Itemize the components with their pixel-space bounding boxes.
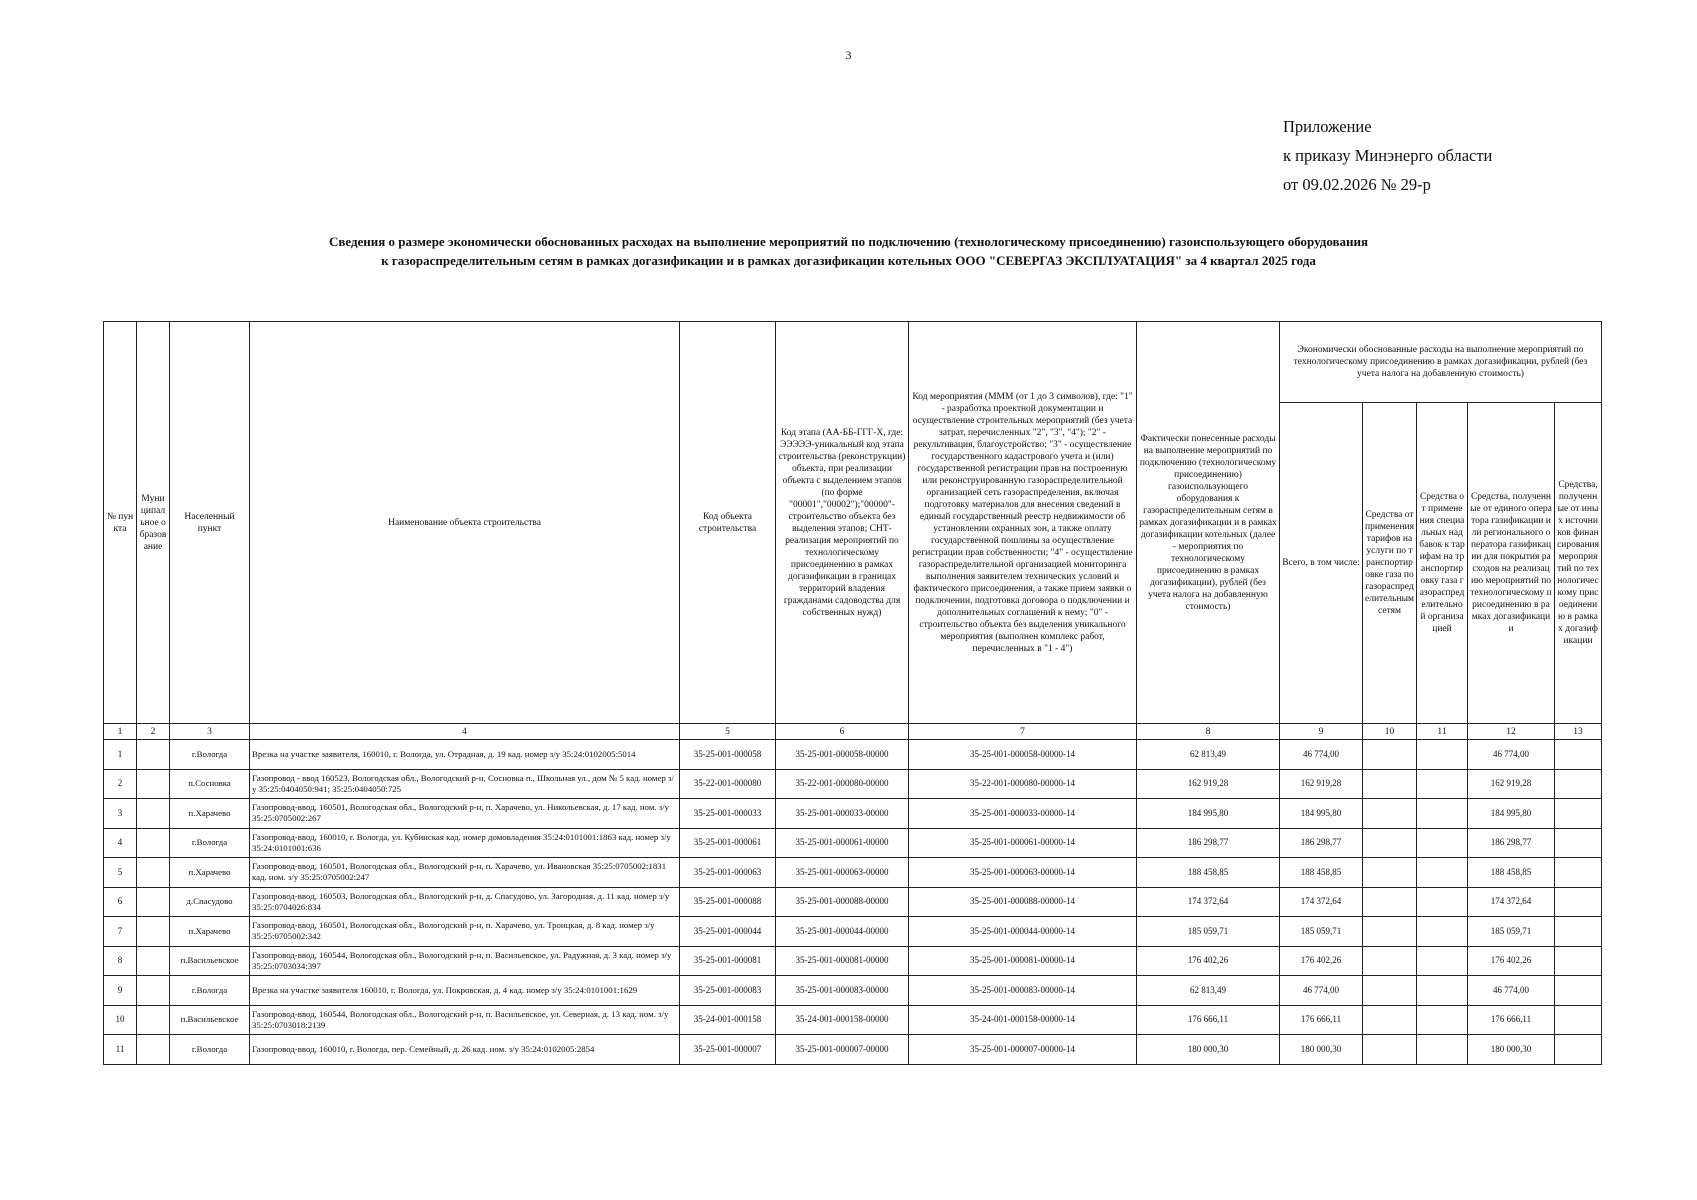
cell-allowance-funds <box>1417 1005 1468 1035</box>
cell-locality: п.Харачево <box>170 799 250 829</box>
cell-item-number: 4 <box>104 828 137 858</box>
cell-object-name: Газопровод-ввод, 160503, Вологодская обл., Вологодский р-н, д. Спасудово, ул. Загородная, д. 11 кад. номер з/у 35:25:0704026:834 <box>250 887 680 917</box>
cell-tariff-funds <box>1363 769 1417 799</box>
cell-stage-code: 35-25-001-000088-00000 <box>776 887 909 917</box>
cell-object-name: Газопровод-ввод, 160544, Вологодская обл., Вологодский р-н, п. Васильевское, ул. Северная, д. 13 кад. ном. з/у 35:25:0703018:2139 <box>250 1005 680 1035</box>
cell-actual-expenses: 185 059,71 <box>1137 917 1280 947</box>
cell-other-funds <box>1555 946 1602 976</box>
cell-object-name: Врезка на участке заявителя 160010, г. Вологда, ул. Покровская, д. 4 кад. номер з/у 35:24:0101001:1629 <box>250 976 680 1006</box>
cell-locality: г.Вологда <box>170 740 250 770</box>
cell-tariff-funds <box>1363 946 1417 976</box>
expenses-table <box>103 321 1602 1065</box>
column-numbers-row <box>104 724 1602 740</box>
cell-actual-expenses: 176 666,11 <box>1137 1005 1280 1035</box>
cell-locality: г.Вологда <box>170 828 250 858</box>
cell-stage-code: 35-25-001-000061-00000 <box>776 828 909 858</box>
appendix-order-ref: к приказу Минэнерго области <box>1283 146 1493 165</box>
cell-object-code: 35-25-001-000061 <box>680 828 776 858</box>
cell-other-funds <box>1555 769 1602 799</box>
header-municipality: Муниципальное образование <box>137 322 170 724</box>
header-locality: Населенный пункт <box>170 322 250 724</box>
cell-municipality <box>137 887 170 917</box>
cell-other-funds <box>1555 976 1602 1006</box>
column-number: 7 <box>909 724 1137 740</box>
cell-object-code: 35-25-001-000083 <box>680 976 776 1006</box>
cell-activity-code: 35-25-001-000063-00000-14 <box>909 858 1137 888</box>
cell-other-funds <box>1555 828 1602 858</box>
cell-object-name: Газопровод-ввод, 160010, г. Вологда, ул. Кубинская кад. номер домовладения 35:24:0101001:1863 кад. номер з/у 35:24:0101001:636 <box>250 828 680 858</box>
cell-actual-expenses: 162 919,28 <box>1137 769 1280 799</box>
cell-object-code: 35-25-001-000063 <box>680 858 776 888</box>
cell-operator-funds: 46 774,00 <box>1468 976 1555 1006</box>
cell-locality: п.Сосновка <box>170 769 250 799</box>
cell-municipality <box>137 858 170 888</box>
cell-operator-funds: 185 059,71 <box>1468 917 1555 947</box>
cell-item-number: 9 <box>104 976 137 1006</box>
cell-activity-code: 35-25-001-000061-00000-14 <box>909 828 1137 858</box>
cell-allowance-funds <box>1417 917 1468 947</box>
cell-stage-code: 35-25-001-000033-00000 <box>776 799 909 829</box>
cell-tariff-funds <box>1363 799 1417 829</box>
column-number: 10 <box>1363 724 1417 740</box>
cell-tariff-funds <box>1363 858 1417 888</box>
title-line-1: Сведения о размере экономически обоснованных расходах на выполнение мероприятий по подключению (технологическому присоединению) газоиспользующего оборудования <box>328 234 1369 249</box>
cell-operator-funds: 188 458,85 <box>1468 858 1555 888</box>
cell-stage-code: 35-24-001-000158-00000 <box>776 1005 909 1035</box>
header-justified-expenses-group: Экономически обоснованные расходы на выполнение мероприятий по технологическому присоединению в рамках догазификации, рублей (без учета налога на добавленную стоимость) <box>1280 322 1602 403</box>
appendix-order-date: от 09.02.2026 № 29-р <box>1283 175 1431 194</box>
cell-other-funds <box>1555 858 1602 888</box>
cell-activity-code: 35-25-001-000081-00000-14 <box>909 946 1137 976</box>
cell-allowance-funds <box>1417 976 1468 1006</box>
cell-stage-code: 35-25-001-000063-00000 <box>776 858 909 888</box>
cell-operator-funds: 46 774,00 <box>1468 740 1555 770</box>
cell-other-funds <box>1555 917 1602 947</box>
cell-other-funds <box>1555 740 1602 770</box>
cell-locality: г.Вологда <box>170 976 250 1006</box>
cell-locality: г.Вологда <box>170 1035 250 1065</box>
cell-item-number: 1 <box>104 740 137 770</box>
column-number: 12 <box>1468 724 1555 740</box>
cell-item-number: 3 <box>104 799 137 829</box>
column-number: 6 <box>776 724 909 740</box>
table-row <box>104 769 1602 799</box>
table-row <box>104 740 1602 770</box>
cell-tariff-funds <box>1363 828 1417 858</box>
page-number: 3 <box>845 48 852 62</box>
cell-allowance-funds <box>1417 740 1468 770</box>
cell-object-code: 35-25-001-000007 <box>680 1035 776 1065</box>
table-row <box>104 946 1602 976</box>
cell-total: 174 372,64 <box>1280 887 1363 917</box>
cell-object-code: 35-22-001-000080 <box>680 769 776 799</box>
cell-total: 176 666,11 <box>1280 1005 1363 1035</box>
cell-object-code: 35-25-001-000044 <box>680 917 776 947</box>
cell-activity-code: 35-24-001-000158-00000-14 <box>909 1005 1137 1035</box>
cell-operator-funds: 176 402,26 <box>1468 946 1555 976</box>
cell-operator-funds: 186 298,77 <box>1468 828 1555 858</box>
cell-activity-code: 35-25-001-000088-00000-14 <box>909 887 1137 917</box>
cell-allowance-funds <box>1417 828 1468 858</box>
cell-total: 46 774,00 <box>1280 740 1363 770</box>
cell-municipality <box>137 769 170 799</box>
cell-total: 184 995,80 <box>1280 799 1363 829</box>
cell-municipality <box>137 1005 170 1035</box>
table-row <box>104 1035 1602 1065</box>
cell-stage-code: 35-25-001-000044-00000 <box>776 917 909 947</box>
cell-actual-expenses: 186 298,77 <box>1137 828 1280 858</box>
column-number: 3 <box>170 724 250 740</box>
cell-tariff-funds <box>1363 887 1417 917</box>
document-title <box>200 232 1497 270</box>
cell-locality: п.Васильевское <box>170 946 250 976</box>
cell-other-funds <box>1555 1005 1602 1035</box>
table-row <box>104 976 1602 1006</box>
cell-operator-funds: 184 995,80 <box>1468 799 1555 829</box>
column-number: 9 <box>1280 724 1363 740</box>
cell-object-code: 35-25-001-000081 <box>680 946 776 976</box>
cell-actual-expenses: 180 000,30 <box>1137 1035 1280 1065</box>
column-number: 4 <box>250 724 680 740</box>
cell-item-number: 7 <box>104 917 137 947</box>
cell-municipality <box>137 917 170 947</box>
cell-item-number: 11 <box>104 1035 137 1065</box>
cell-item-number: 2 <box>104 769 137 799</box>
title-line-2: к газораспределительным сетям в рамках догазификации и в рамках догазификации котельных ООО "СЕВЕРГАЗ ЭКСПЛУАТАЦИЯ" за 4 квартал 2025 года <box>381 253 1316 268</box>
header-activity-code: Код мероприятия (МММ (от 1 до 3 символов), где: "1" - разработка проектной документации и осуществление строительных мероприятий (без учета затрат, перечисленных "2", "3", "4"); "2" - рекультивация, благоустройство; "3" - осуществление государственного кадастрового учета и (или) государственной регистрации прав на построенную или реконструированную газораспределительной организацией сеть газораспределения, включая подготовку материалов для внесения сведений в единый государственный реестр недвижимости об установлении охранных зон, а также оплату государственной пошлины за осуществление регистрации прав собственности; "4" - осуществление газораспределительной организацией мониторинга выполнения заявителем технических условий и фактического присоединения, а также прием заявки о подключении, подготовка договора о подключении и дополнительных соглашений к нему; "0" - строительство объекта без выделения уникального мероприятия (выполнен комплекс работ, перечисленных в "1 - 4") <box>909 322 1137 724</box>
cell-total: 180 000,30 <box>1280 1035 1363 1065</box>
cell-object-name: Газопровод-ввод, 160501, Вологодская обл., Вологодский р-н, п. Харачево, ул. Ивановская 35:25:0705002:1831 кад. ном. з/у 35:25:0705002:247 <box>250 858 680 888</box>
cell-operator-funds: 174 372,64 <box>1468 887 1555 917</box>
table-body <box>104 740 1602 1065</box>
cell-actual-expenses: 184 995,80 <box>1137 799 1280 829</box>
cell-stage-code: 35-25-001-000058-00000 <box>776 740 909 770</box>
cell-municipality <box>137 1035 170 1065</box>
cell-allowance-funds <box>1417 887 1468 917</box>
header-object-name: Наименование объекта строительства <box>250 322 680 724</box>
cell-item-number: 8 <box>104 946 137 976</box>
cell-municipality <box>137 976 170 1006</box>
cell-activity-code: 35-25-001-000058-00000-14 <box>909 740 1137 770</box>
cell-actual-expenses: 188 458,85 <box>1137 858 1280 888</box>
header-actual-expenses: Фактически понесенные расходы на выполнение мероприятий по подключению (технологическому присоединению) газоиспользующего оборудования к газораспределительным сетям в рамках догазификации и в рамках догазификации котельных (далее - мероприятия по технологическому присоединению в рамках догазификации), рублей (без учета налога на добавленную стоимость) <box>1137 322 1280 724</box>
table-row <box>104 799 1602 829</box>
cell-object-name: Газопровод-ввод, 160501, Вологодская обл., Вологодский р-н, п. Харачево, ул. Троицкая, д. 8 кад. номер з/у 35:25:0705002:342 <box>250 917 680 947</box>
cell-actual-expenses: 176 402,26 <box>1137 946 1280 976</box>
cell-object-name: Газопровод-ввод, 160544, Вологодская обл., Вологодский р-н, п. Васильевское, ул. Радужная, д. 3 кад. номер з/у 35:25:0703034:397 <box>250 946 680 976</box>
cell-other-funds <box>1555 1035 1602 1065</box>
column-number: 8 <box>1137 724 1280 740</box>
cell-object-name: Газопровод-ввод, 160010, г. Вологда, пер. Семейный, д. 26 кад. ном. з/у 35:24:0102005:2854 <box>250 1035 680 1065</box>
header-other-funds: Средства, полученные от иных источников финансирования мероприятий по технологическому присоединению в рамках догазификации <box>1555 403 1602 724</box>
header-allowance-funds: Средства от применения специальных надбавок к тарифам на транспортировку газа газораспределительной организацией <box>1417 403 1468 724</box>
cell-stage-code: 35-25-001-000083-00000 <box>776 976 909 1006</box>
cell-municipality <box>137 946 170 976</box>
cell-actual-expenses: 62 813,49 <box>1137 740 1280 770</box>
header-tariff-funds: Средства от применения тарифов на услуги по транспортировке газа по газораспределительным сетям <box>1363 403 1417 724</box>
cell-total: 186 298,77 <box>1280 828 1363 858</box>
cell-tariff-funds <box>1363 740 1417 770</box>
cell-object-name: Газопровод-ввод, 160501, Вологодская обл., Вологодский р-н, п. Харачево, ул. Никольевская, д. 17 кад. ном. з/у 35:25:0705002:267 <box>250 799 680 829</box>
cell-activity-code: 35-25-001-000044-00000-14 <box>909 917 1137 947</box>
cell-total: 176 402,26 <box>1280 946 1363 976</box>
cell-stage-code: 35-22-001-000080-00000 <box>776 769 909 799</box>
cell-allowance-funds <box>1417 858 1468 888</box>
cell-activity-code: 35-22-001-000080-00000-14 <box>909 769 1137 799</box>
cell-total: 46 774,00 <box>1280 976 1363 1006</box>
header-operator-funds: Средства, полученные от единого оператора газификации или регионального оператора газификации для покрытия расходов на реализацию мероприятий по технологическому присоединению в рамках догазификации <box>1468 403 1555 724</box>
cell-activity-code: 35-25-001-000033-00000-14 <box>909 799 1137 829</box>
header-stage-code: Код этапа (АА-ББ-ГГГ-Х, где: ЭЭЭЭЭ-уникальный код этапа строительства (реконструкции) объекта, при реализации объекта с выделением этапов (по форме "00001","00002");"00000"-строительство объекта без выделения этапов; СНТ-реализация мероприятий по технологическому присоединению в рамках догазификации в границах территорий владения гражданами садоводства для собственных нужд) <box>776 322 909 724</box>
cell-tariff-funds <box>1363 976 1417 1006</box>
table-row <box>104 887 1602 917</box>
table-row <box>104 828 1602 858</box>
cell-locality: п.Васильевское <box>170 1005 250 1035</box>
table-row <box>104 1005 1602 1035</box>
cell-activity-code: 35-25-001-000007-00000-14 <box>909 1035 1137 1065</box>
cell-object-code: 35-24-001-000158 <box>680 1005 776 1035</box>
cell-locality: п.Харачево <box>170 858 250 888</box>
cell-other-funds <box>1555 799 1602 829</box>
cell-object-code: 35-25-001-000058 <box>680 740 776 770</box>
cell-stage-code: 35-25-001-000007-00000 <box>776 1035 909 1065</box>
column-number: 11 <box>1417 724 1468 740</box>
cell-item-number: 6 <box>104 887 137 917</box>
cell-activity-code: 35-25-001-000083-00000-14 <box>909 976 1137 1006</box>
cell-municipality <box>137 740 170 770</box>
cell-allowance-funds <box>1417 1035 1468 1065</box>
cell-total: 162 919,28 <box>1280 769 1363 799</box>
cell-allowance-funds <box>1417 799 1468 829</box>
cell-object-code: 35-25-001-000033 <box>680 799 776 829</box>
cell-object-code: 35-25-001-000088 <box>680 887 776 917</box>
cell-allowance-funds <box>1417 946 1468 976</box>
cell-municipality <box>137 828 170 858</box>
cell-locality: д.Спасудово <box>170 887 250 917</box>
column-number: 13 <box>1555 724 1602 740</box>
table-row <box>104 917 1602 947</box>
cell-municipality <box>137 799 170 829</box>
cell-object-name: Газопровод - ввод 160523, Вологодская обл., Вологодский р-н, Сосновка п., Школьная ул., дом № 5 кад. номер з/у 35:25:0404050:941; 35:25:0404050:725 <box>250 769 680 799</box>
cell-tariff-funds <box>1363 1035 1417 1065</box>
cell-total: 185 059,71 <box>1280 917 1363 947</box>
cell-locality: п.Харачево <box>170 917 250 947</box>
cell-operator-funds: 162 919,28 <box>1468 769 1555 799</box>
column-number: 5 <box>680 724 776 740</box>
cell-tariff-funds <box>1363 1005 1417 1035</box>
cell-total: 188 458,85 <box>1280 858 1363 888</box>
cell-allowance-funds <box>1417 769 1468 799</box>
appendix-block <box>1283 112 1492 199</box>
cell-operator-funds: 180 000,30 <box>1468 1035 1555 1065</box>
cell-item-number: 5 <box>104 858 137 888</box>
cell-tariff-funds <box>1363 917 1417 947</box>
appendix-label: Приложение <box>1283 117 1372 136</box>
header-object-code: Код объекта строительства <box>680 322 776 724</box>
column-number: 2 <box>137 724 170 740</box>
header-item-number: № пункта <box>104 322 137 724</box>
cell-actual-expenses: 62 813,49 <box>1137 976 1280 1006</box>
cell-object-name: Врезка на участке заявителя, 160010, г. Вологда, ул. Отрадная, д. 19 кад. номер з/у 35:24:0102005:5014 <box>250 740 680 770</box>
cell-other-funds <box>1555 887 1602 917</box>
cell-item-number: 10 <box>104 1005 137 1035</box>
table-row <box>104 858 1602 888</box>
cell-actual-expenses: 174 372,64 <box>1137 887 1280 917</box>
cell-operator-funds: 176 666,11 <box>1468 1005 1555 1035</box>
header-total: Всего, в том числе: <box>1280 403 1363 724</box>
column-number: 1 <box>104 724 137 740</box>
cell-stage-code: 35-25-001-000081-00000 <box>776 946 909 976</box>
